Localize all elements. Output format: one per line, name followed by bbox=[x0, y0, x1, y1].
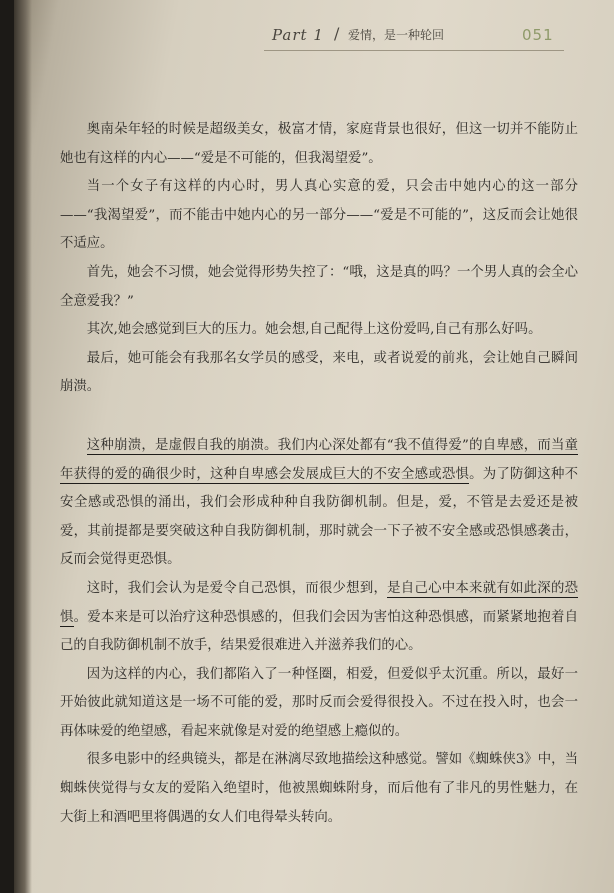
paragraph: 当一个女子有这样的内心时，男人真心实意的爱，只会击中她内心的这一部分——“我渴望爱”，而不能击中她内心的另一部分——“爱是不可能的”，这反而会让她很不适应。 bbox=[60, 179, 578, 252]
paragraph: 首先，她会不习惯，她会觉得形势失控了：“哦，这是真的吗？一个男人真的会全心全意爱我？” bbox=[60, 264, 578, 309]
paragraph: 最后，她可能会有我那名女学员的感受，来电，或者说爱的前兆，会让她自己瞬间崩溃。 bbox=[60, 350, 578, 395]
running-header bbox=[14, 22, 614, 52]
paragraph: 奥南朵年轻的时候是超级美女，极富才情，家庭背景也很好，但这一切并不能防止她也有这样的内心——“爱是不可能的，但我渴望爱”。 bbox=[60, 122, 578, 166]
paragraph: 这种崩溃，是虚假自我的崩溃。我们内心深处都有“我不值得爱”的自卑感，而当童年获得的爱的确很少时，这种自卑感会发展成巨大的不安全感或恐惧。为了防御这种不安全感或恐惧的涌出，我们会形成种种自我防御机制。但是，爱，不管是去爱还是被爱，其前提都是要突破这种自我防御机制，那时就会一下子被不安全感或恐惧感袭击，反而会觉得更恐惧。 bbox=[60, 437, 578, 568]
header-part: Part 1 bbox=[272, 26, 324, 44]
paragraph: 很多电影中的经典镜头，都是在淋漓尽致地描绘这种感觉。譬如《蜘蛛侠3》中，当蜘蛛侠觉得与女友的爱陷入绝望时，他被黑蜘蛛附身，而后他有了非凡的男性魅力，在大街上和酒吧里将偶遇的女人们电得晕头转向。 bbox=[60, 752, 578, 825]
page-binding-edge bbox=[14, 0, 32, 893]
paragraph: 这时，我们会认为是爱令自己恐惧，而很少想到，是自己心中本来就有如此深的恐惧。爱本来是可以治疗这种恐惧感的，但我们会因为害怕这种恐惧感，而紧紧地抱着自己的自我防御机制不放手，结果爱很难进入并滋养我们的心。 bbox=[60, 580, 579, 654]
body-text bbox=[60, 116, 578, 832]
underlined-passage: 这种崩溃，是虚假自我的崩溃。我们内心深处都有“我不值得爱”的自卑感，而当童年获得的爱的确很少时，这种自卑感会发展成巨大的不安全感或恐惧 bbox=[60, 437, 578, 482]
paragraph: 因为这样的内心，我们都陷入了一种怪圈，相爱，但爱似乎太沉重。所以，最好一开始彼此就知道这是一场不可能的爱，那时反而会爱得很投入。不过在投入时，也会一再体味爱的绝望感，看起来就像是对爱的绝望感上瘾似的。 bbox=[60, 666, 578, 739]
header-separator: / bbox=[334, 24, 340, 43]
paragraph: 其次,她会感觉到巨大的压力。她会想,自己配得上这份爱吗,自己有那么好吗。 bbox=[86, 322, 542, 338]
header-chapter-title: 爱情，是一种轮回 bbox=[348, 28, 445, 42]
book-page bbox=[14, 0, 614, 893]
page-number: 051 bbox=[522, 26, 554, 44]
header-rule bbox=[264, 50, 564, 51]
underlined-passage: 是自己心中本来就有如此深的恐惧 bbox=[60, 580, 579, 625]
